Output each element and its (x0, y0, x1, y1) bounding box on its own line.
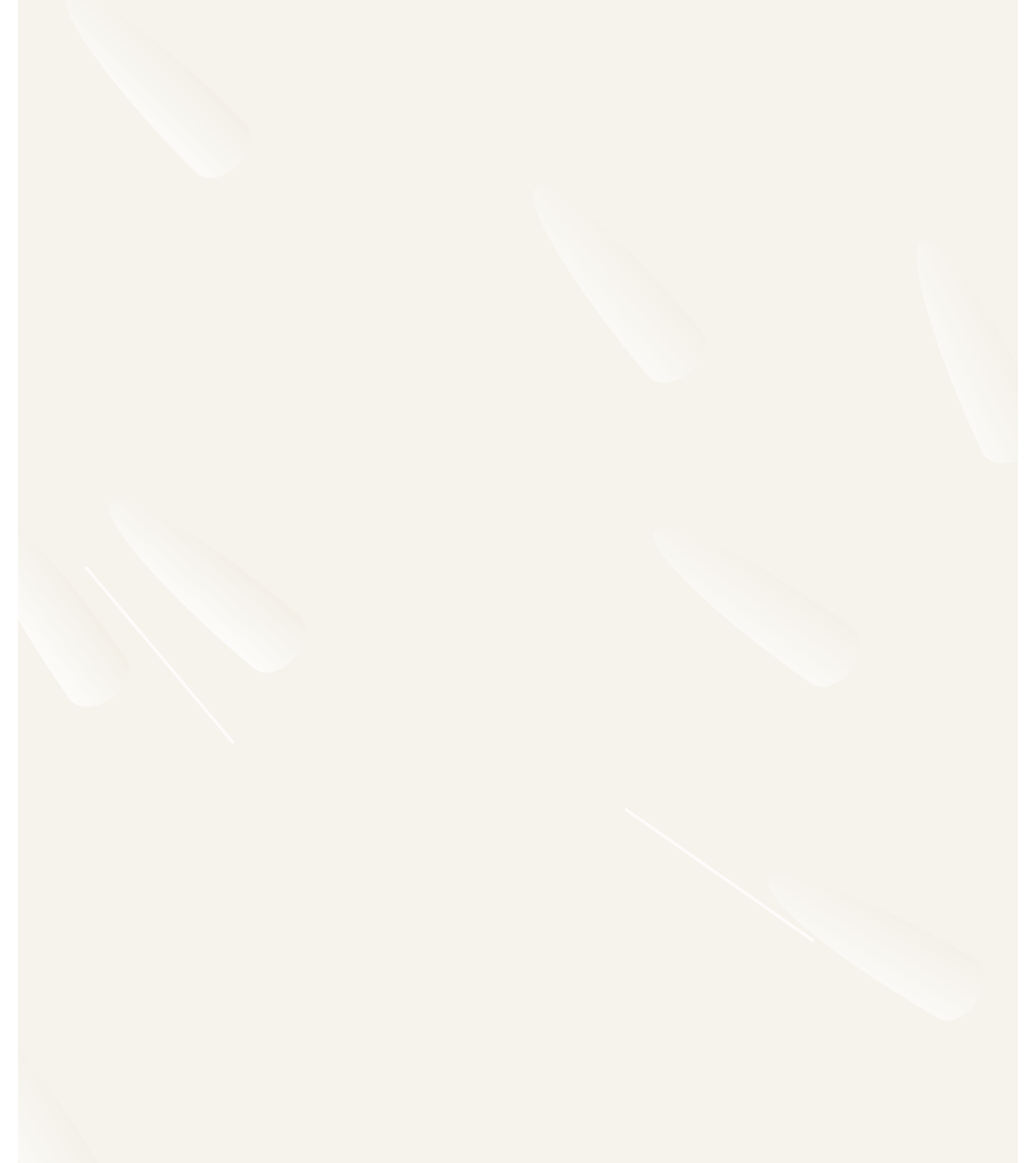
leaf-decoration (18, 999, 123, 1163)
leaf-decoration (635, 503, 872, 698)
leaf-decoration (43, 0, 262, 190)
menu-page (18, 0, 1018, 1163)
leaf-decoration (891, 226, 1018, 473)
leaf-decoration (752, 850, 995, 1031)
leaf-decoration (509, 166, 717, 395)
